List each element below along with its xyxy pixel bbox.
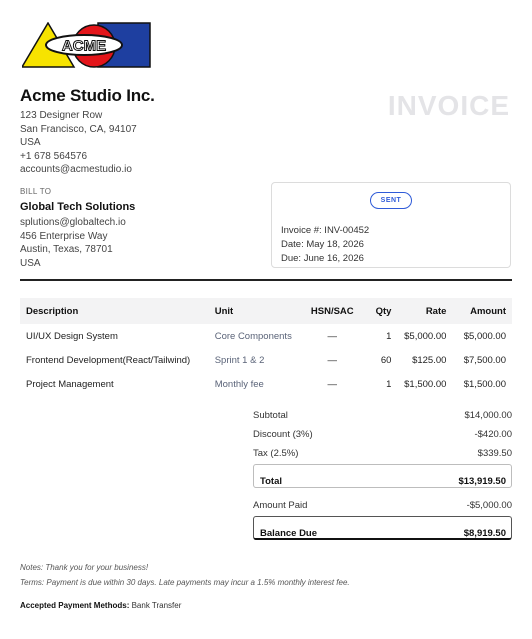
item-amount: $7,500.00 bbox=[463, 354, 506, 366]
logo-text: ACME bbox=[61, 37, 107, 55]
table-row bbox=[20, 324, 512, 348]
item-description: Project Management bbox=[26, 378, 114, 390]
company-phone: +1 678 564576 bbox=[20, 150, 88, 162]
column-header-rate: Rate bbox=[397, 298, 452, 324]
column-header-description: Description bbox=[20, 298, 209, 324]
subtotal-label: Subtotal bbox=[253, 410, 288, 421]
column-header-hsn-sac: HSN/SAC bbox=[302, 298, 362, 324]
item-rate: $1,500.00 bbox=[404, 378, 447, 390]
item-qty: 1 bbox=[386, 378, 392, 390]
payment-methods bbox=[20, 601, 181, 610]
company-country: USA bbox=[20, 137, 41, 148]
discount-label: Discount (3%) bbox=[253, 429, 313, 440]
tax-value: $339.50 bbox=[477, 448, 512, 459]
total-value: $13,919.50 bbox=[458, 476, 506, 487]
client-name: Global Tech Solutions bbox=[20, 201, 136, 213]
bill-to-section bbox=[20, 187, 135, 270]
tax-row bbox=[253, 448, 512, 462]
item-amount: $1,500.00 bbox=[463, 378, 506, 390]
item-hsn-sac: — bbox=[327, 354, 338, 366]
acme-logo bbox=[22, 22, 152, 70]
header-divider bbox=[20, 279, 512, 281]
invoice-due-date: Due: June 16, 2026 bbox=[281, 253, 364, 264]
client-address-line-2: Austin, Texas, 78701 bbox=[20, 244, 113, 255]
table-row bbox=[20, 372, 512, 396]
company-name: Acme Studio Inc. bbox=[20, 86, 155, 105]
client-country: USA bbox=[20, 257, 41, 269]
invoice-title: INVOICE bbox=[387, 90, 510, 121]
bill-to-label: BILL TO bbox=[20, 187, 52, 196]
item-hsn-sac: — bbox=[327, 378, 338, 390]
total-row bbox=[253, 464, 512, 488]
line-items-table bbox=[20, 298, 512, 396]
company-info bbox=[20, 86, 155, 177]
tax-label: Tax (2.5%) bbox=[253, 448, 299, 459]
payment-methods-label: Accepted Payment Methods: bbox=[20, 601, 130, 610]
discount-value: -$420.00 bbox=[474, 429, 512, 440]
item-description: UI/UX Design System bbox=[26, 330, 118, 342]
item-rate: $125.00 bbox=[412, 354, 447, 366]
company-address-line-2: San Francisco, CA, 94107 bbox=[20, 123, 137, 135]
company-email: accounts@acmestudio.io bbox=[20, 164, 132, 175]
item-qty: 1 bbox=[386, 330, 392, 342]
item-unit: Monthly fee bbox=[214, 378, 264, 390]
client-email: splutions@globaltech.io bbox=[20, 217, 126, 228]
total-label: Total bbox=[260, 476, 282, 487]
company-address-line-1: 123 Designer Row bbox=[20, 110, 103, 121]
payment-methods-value: Bank Transfer bbox=[131, 601, 182, 610]
column-header-amount: Amount bbox=[452, 298, 512, 324]
item-description: Frontend Development(React/Tailwind) bbox=[26, 354, 191, 366]
amount-paid-value: -$5,000.00 bbox=[466, 500, 512, 511]
column-header-unit: Unit bbox=[209, 298, 303, 324]
item-rate: $5,000.00 bbox=[404, 330, 447, 342]
terms-text: Terms: Payment is due within 30 days. Late payments may incur a 1.5% monthly interest fee. bbox=[20, 578, 350, 587]
invoice-date: Date: May 18, 2026 bbox=[281, 239, 364, 250]
amount-paid-label: Amount Paid bbox=[253, 500, 308, 511]
status-badge: SENT bbox=[370, 192, 412, 209]
invoice-meta-card bbox=[271, 182, 511, 268]
amount-paid-row bbox=[253, 500, 512, 514]
balance-due-row bbox=[253, 516, 512, 540]
item-amount: $5,000.00 bbox=[463, 330, 506, 342]
item-unit: Core Components bbox=[214, 330, 292, 342]
table-header-row bbox=[20, 298, 512, 324]
item-hsn-sac: — bbox=[327, 330, 338, 342]
client-address-line-1: 456 Enterprise Way bbox=[20, 230, 108, 242]
balance-due-value: $8,919.50 bbox=[463, 528, 506, 539]
invoice-number: Invoice #: INV-00452 bbox=[281, 225, 370, 236]
column-header-qty: Qty bbox=[362, 298, 397, 324]
discount-row bbox=[253, 429, 512, 443]
balance-due-label: Balance Due bbox=[260, 528, 318, 539]
table-row bbox=[20, 348, 512, 372]
item-qty: 60 bbox=[380, 354, 392, 366]
subtotal-row bbox=[253, 410, 512, 424]
notes-text: Notes: Thank you for your business! bbox=[20, 563, 149, 572]
item-unit: Sprint 1 & 2 bbox=[214, 354, 265, 366]
subtotal-value: $14,000.00 bbox=[464, 410, 512, 421]
